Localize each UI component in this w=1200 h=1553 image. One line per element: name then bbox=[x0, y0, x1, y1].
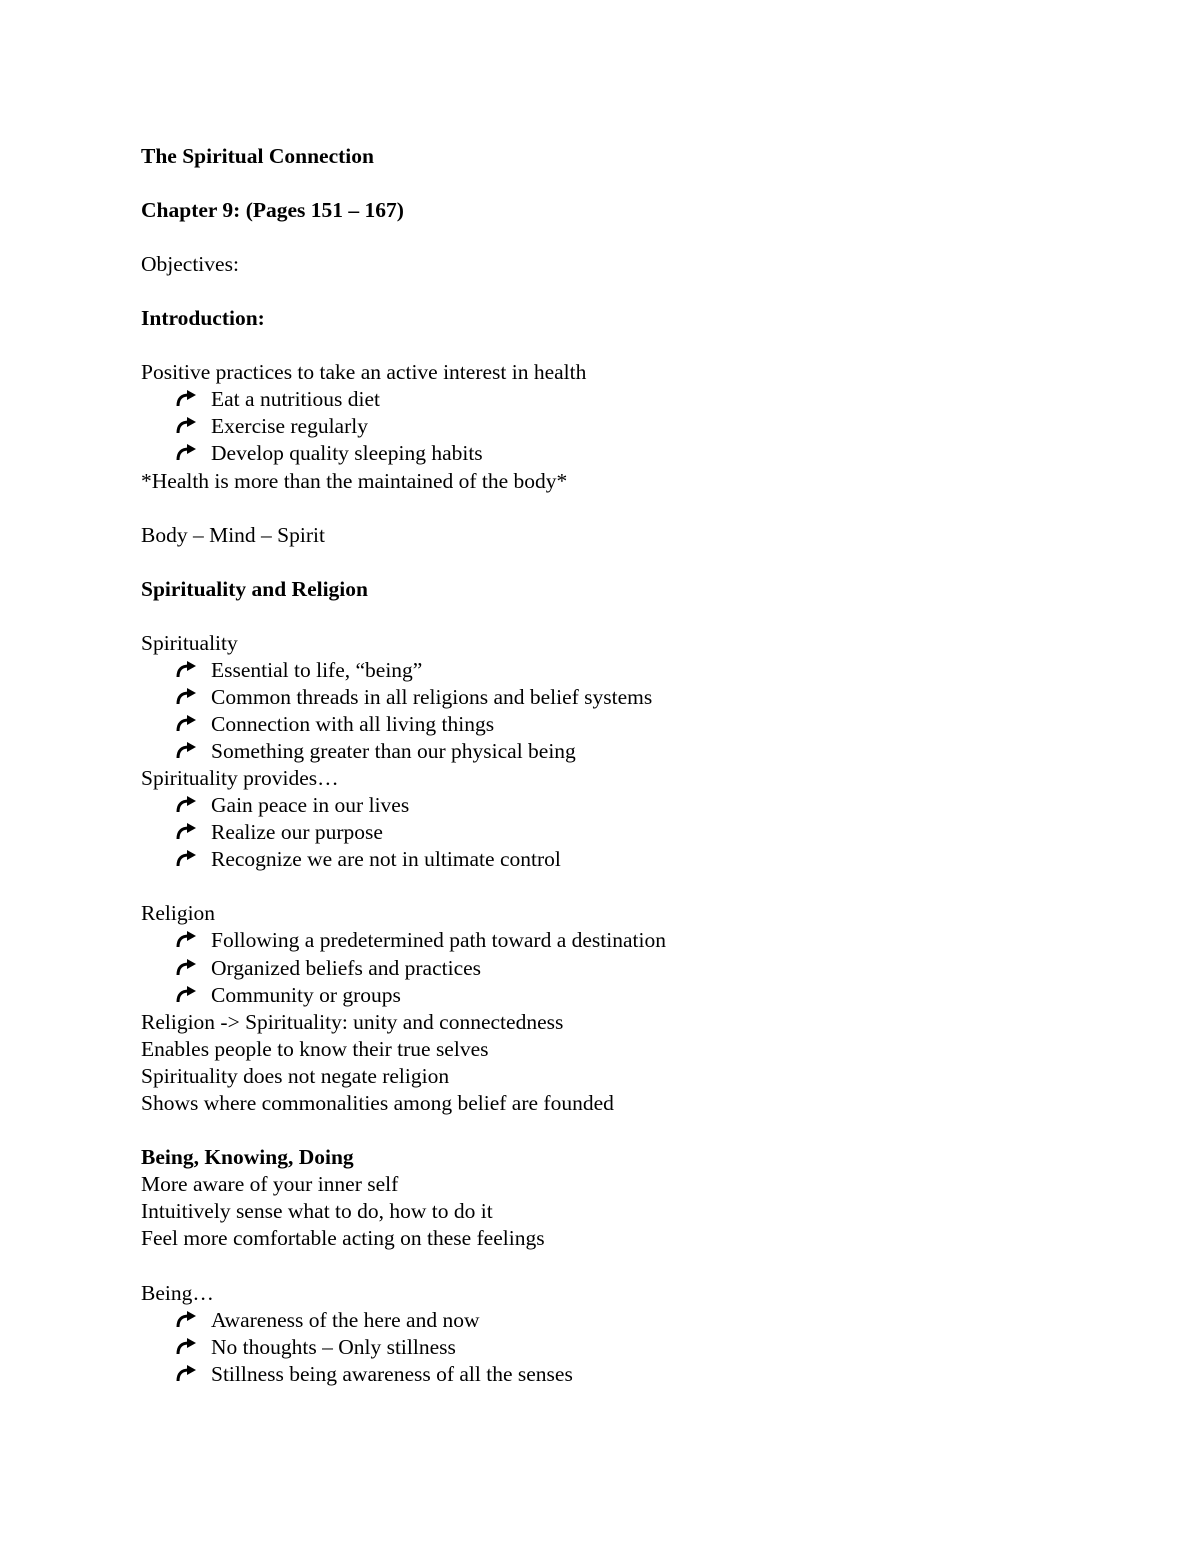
list-item: No thoughts – Only stillness bbox=[176, 1334, 456, 1361]
list-item: Awareness of the here and now bbox=[176, 1307, 479, 1334]
text-line: Feel more comfortable acting on these feelings bbox=[141, 1226, 545, 1250]
being-knowing-doing-heading: Being, Knowing, Doing bbox=[141, 1145, 354, 1169]
list-item: Eat a nutritious diet bbox=[176, 386, 380, 413]
text-line: Enables people to know their true selves bbox=[141, 1037, 489, 1061]
text-line: Spirituality does not negate religion bbox=[141, 1064, 450, 1088]
curved-arrow-bullet-icon bbox=[176, 821, 198, 841]
list-item: Essential to life, “being” bbox=[176, 657, 422, 684]
curved-arrow-bullet-icon bbox=[176, 1309, 198, 1329]
curved-arrow-bullet-icon bbox=[176, 713, 198, 733]
introduction-lead: Positive practices to take an active interest in health bbox=[141, 360, 587, 384]
curved-arrow-bullet-icon bbox=[176, 388, 198, 408]
list-item: Connection with all living things bbox=[176, 711, 494, 738]
spirituality-religion-heading: Spirituality and Religion bbox=[141, 577, 368, 601]
spirituality-provides-label: Spirituality provides… bbox=[141, 766, 339, 790]
introduction-heading: Introduction: bbox=[141, 306, 265, 330]
health-note: *Health is more than the maintained of the body* bbox=[141, 469, 568, 493]
objectives-label: Objectives: bbox=[141, 252, 239, 276]
document-title: The Spiritual Connection bbox=[141, 144, 374, 168]
religion-label: Religion bbox=[141, 901, 216, 925]
spirituality-label: Spirituality bbox=[141, 631, 238, 655]
curved-arrow-bullet-icon bbox=[176, 984, 198, 1004]
curved-arrow-bullet-icon bbox=[176, 794, 198, 814]
chapter-heading: Chapter 9: (Pages 151 – 167) bbox=[141, 198, 404, 222]
curved-arrow-bullet-icon bbox=[176, 929, 198, 949]
list-item: Stillness being awareness of all the senses bbox=[176, 1361, 573, 1388]
text-line: Shows where commonalities among belief are founded bbox=[141, 1091, 614, 1115]
list-item: Something greater than our physical being bbox=[176, 738, 576, 765]
text-line: More aware of your inner self bbox=[141, 1172, 399, 1196]
being-label: Being… bbox=[141, 1281, 214, 1305]
list-item: Organized beliefs and practices bbox=[176, 955, 481, 982]
list-item: Exercise regularly bbox=[176, 413, 368, 440]
curved-arrow-bullet-icon bbox=[176, 957, 198, 977]
curved-arrow-bullet-icon bbox=[176, 686, 198, 706]
list-item: Gain peace in our lives bbox=[176, 792, 409, 819]
curved-arrow-bullet-icon bbox=[176, 659, 198, 679]
list-item: Following a predetermined path toward a destination bbox=[176, 927, 666, 954]
curved-arrow-bullet-icon bbox=[176, 415, 198, 435]
body-mind-spirit: Body – Mind – Spirit bbox=[141, 523, 325, 547]
curved-arrow-bullet-icon bbox=[176, 848, 198, 868]
curved-arrow-bullet-icon bbox=[176, 1336, 198, 1356]
list-item: Realize our purpose bbox=[176, 819, 383, 846]
list-item: Community or groups bbox=[176, 982, 401, 1009]
text-line: Religion -> Spirituality: unity and connectedness bbox=[141, 1010, 564, 1034]
list-item: Common threads in all religions and belief systems bbox=[176, 684, 652, 711]
curved-arrow-bullet-icon bbox=[176, 740, 198, 760]
list-item: Develop quality sleeping habits bbox=[176, 440, 483, 467]
list-item: Recognize we are not in ultimate control bbox=[176, 846, 561, 873]
curved-arrow-bullet-icon bbox=[176, 442, 198, 462]
curved-arrow-bullet-icon bbox=[176, 1363, 198, 1383]
text-line: Intuitively sense what to do, how to do it bbox=[141, 1199, 493, 1223]
